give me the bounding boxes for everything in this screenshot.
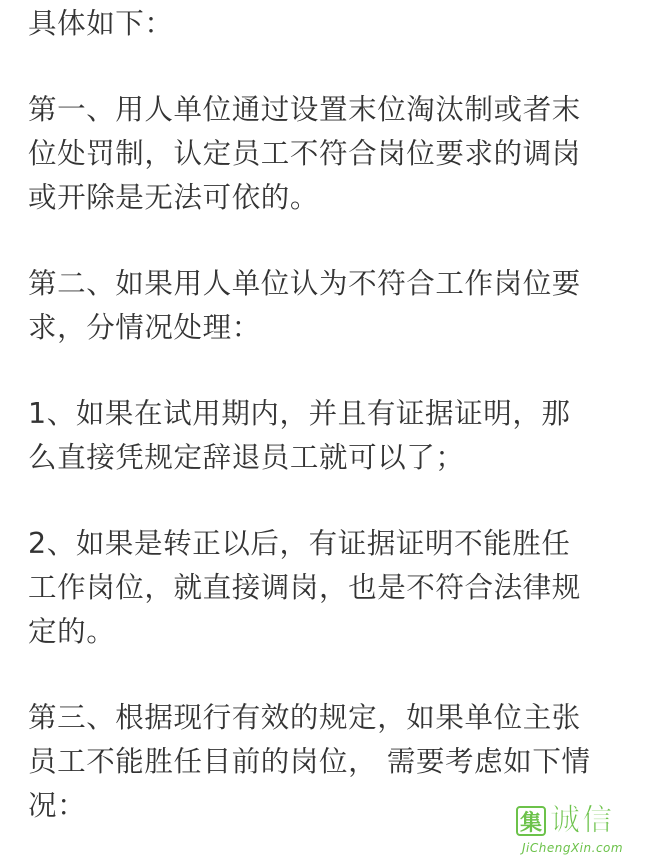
- text-line: 2、如果是转正以后，有证据证明不能胜任: [28, 527, 571, 560]
- text-line: 员工不能胜任目前的岗位， 需要考虑如下情: [28, 745, 591, 778]
- watermark-logo-text: 诚信: [550, 803, 614, 838]
- text-line: 具体如下：: [28, 7, 174, 40]
- text-line: 或开除是无法可依的。: [28, 181, 320, 214]
- paragraph-case-1: [28, 392, 628, 480]
- paragraph-second: [28, 262, 628, 350]
- text-line: 求，分情况处理：: [28, 311, 261, 344]
- article-body: [28, 0, 628, 828]
- paragraph-first: [28, 88, 628, 220]
- text-line: 么直接凭规定辞退员工就可以了；: [28, 441, 465, 474]
- text-line: 第二、如果用人单位认为不符合工作岗位要: [28, 267, 581, 300]
- watermark-url: JiChengXin.com: [522, 841, 624, 855]
- text-line: 位处罚制，认定员工不符合岗位要求的调岗: [28, 137, 581, 170]
- watermark-logo: [516, 805, 614, 837]
- text-line: 1、如果在试用期内，并且有证据证明，那: [28, 397, 571, 430]
- text-line: 况：: [28, 789, 87, 822]
- text-line: 第三、根据现行有效的规定，如果单位主张: [28, 701, 581, 734]
- text-line: 定的。: [28, 615, 116, 648]
- text-line: 第一、用人单位通过设置末位淘汰制或者末: [28, 93, 581, 126]
- paragraph-case-2: [28, 522, 628, 654]
- intro-paragraph: [28, 2, 628, 46]
- text-line: 工作岗位，就直接调岗，也是不符合法律规: [28, 571, 581, 604]
- site-watermark: [516, 805, 644, 859]
- watermark-logo-icon: 集: [516, 806, 546, 836]
